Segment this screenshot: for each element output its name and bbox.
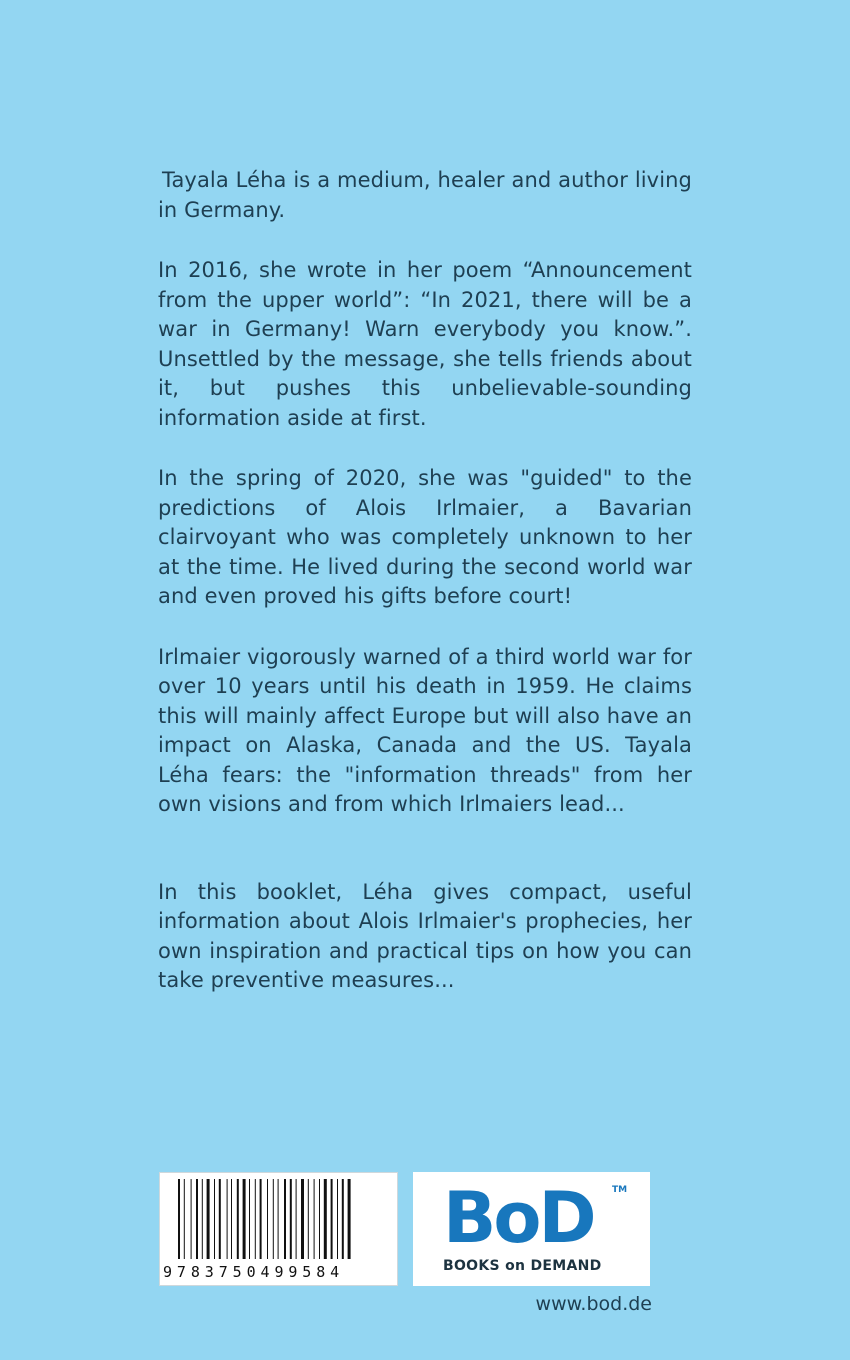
blurb-paragraph-5: In this booklet, Léha gives compact, useful information about Alois Irlmaier's prophecies, her own inspiration and practical tips on how you can take preventive measures... — [158, 879, 692, 992]
blurb-paragraph-1: Tayala Léha is a medium, healer and author living in Germany. — [158, 168, 692, 222]
barcode-bars — [160, 1173, 399, 1265]
back-cover-blurb — [158, 166, 692, 1027]
isbn-number: 9783750499584 — [163, 1263, 345, 1281]
publisher-logo — [413, 1172, 650, 1286]
publisher-tagline: BOOKS on DEMAND — [443, 1258, 602, 1274]
trademark-symbol: TM — [612, 1185, 628, 1195]
blurb-paragraph-4: Irlmaier vigorously warned of a third world war for over 10 years until his death in 1959. He claims this will mainly affect Europe but will also have an impact on Alaska, Canada and the US. Tayala Léha fears: the "information threads" from her own visions and from which Irlmaiers lead... — [158, 644, 692, 816]
blurb-paragraph-3: In the spring of 2020, she was "guided" to the predictions of Alois Irlmaier, a Bavarian clairvoyant who was completely unknown to her at the time. He lived during the second world war and even proved his gifts before court! — [158, 466, 692, 608]
publisher-website: www.bod.de — [535, 1293, 652, 1315]
bod-logo-mark: BoD — [443, 1177, 594, 1259]
blurb-paragraph-2: In 2016, she wrote in her poem “Announcement from the upper world”: “In 2021, there will be a war in Germany! Warn everybody you know.”. Unsettled by the message, she tells friends about it, but pushes this unbelievable-sounding information aside at first. — [158, 258, 692, 430]
isbn-barcode — [159, 1172, 398, 1286]
